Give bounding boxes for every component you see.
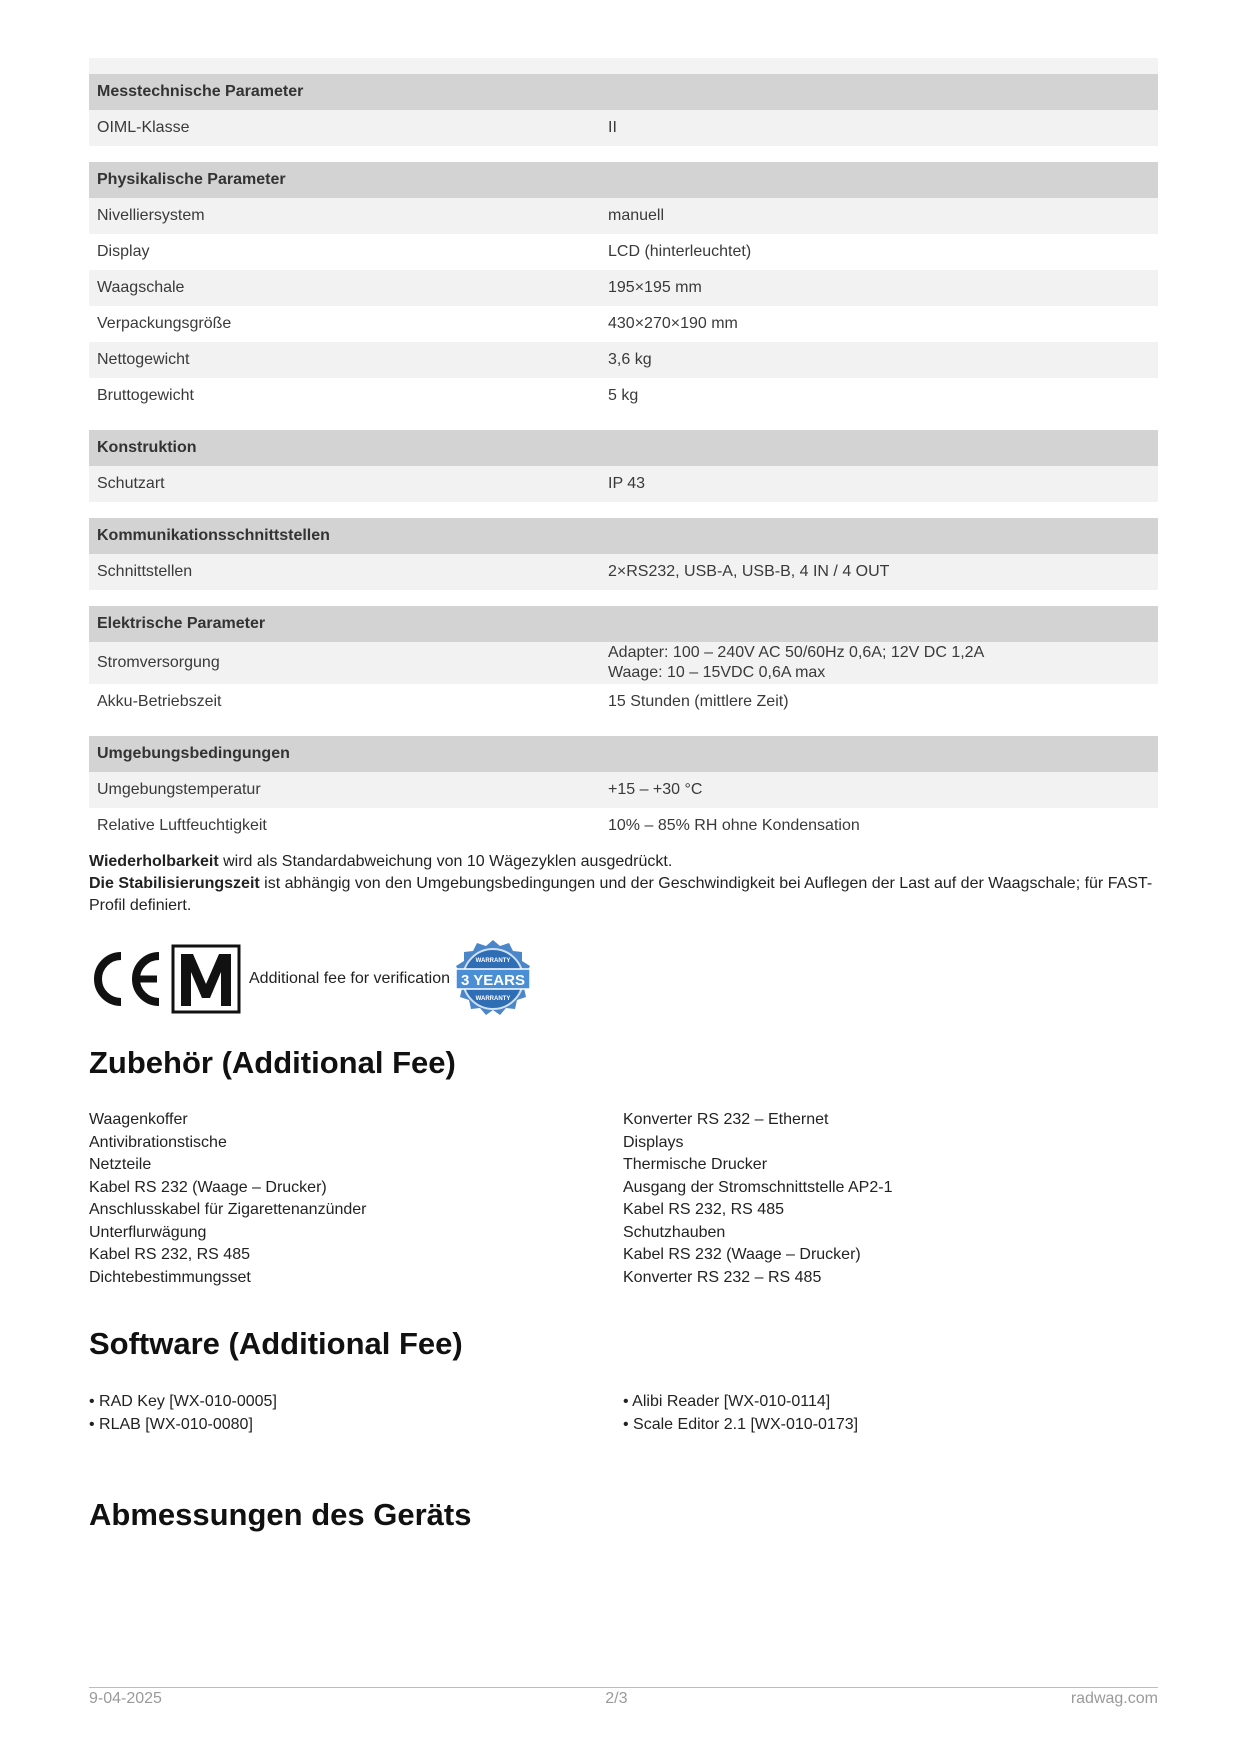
spec-label: Schnittstellen xyxy=(97,563,193,580)
list-item: • RLAB [WX-010-0080] xyxy=(89,1415,253,1433)
list-item: Unterflurwägung xyxy=(89,1223,207,1241)
spec-value-line: Adapter: 100 – 240V AC 50/60Hz 0,6A; 12V DC 1,2A xyxy=(608,644,985,661)
spec-label: Verpackungsgröße xyxy=(97,315,232,332)
spec-value: manuell xyxy=(608,207,665,224)
spec-label: Waagschale xyxy=(97,279,185,296)
section-rows xyxy=(89,198,1158,414)
list-item: Displays xyxy=(623,1133,684,1151)
list-item: • Alibi Reader [WX-010-0114] xyxy=(623,1393,831,1410)
spec-value: +15 – +30 °C xyxy=(608,781,703,798)
software-list xyxy=(89,1391,1158,1436)
spec-section-construction xyxy=(89,430,1158,502)
spec-label: Stromversorgung xyxy=(97,654,220,671)
spec-row xyxy=(89,378,1158,414)
spec-row xyxy=(89,466,1158,502)
section-heading: Umgebungsbedingungen xyxy=(89,736,1158,772)
spec-row xyxy=(89,554,1158,590)
list-item: Kabel RS 232 (Waage – Drucker) xyxy=(89,1178,327,1196)
footer-date: 9-04-2025 xyxy=(89,1690,162,1707)
list-item: Netzteile xyxy=(89,1156,152,1173)
spec-label: Display xyxy=(97,243,150,260)
software-right-column xyxy=(623,1391,1157,1436)
list-item: Dichtebestimmungsset xyxy=(89,1268,251,1286)
spec-label: Nettogewicht xyxy=(97,351,190,368)
spec-row xyxy=(89,342,1158,378)
spec-value: IP 43 xyxy=(608,475,646,492)
spec-value: 195×195 mm xyxy=(608,279,702,296)
spec-label: Bruttogewicht xyxy=(97,387,194,404)
spec-row xyxy=(89,234,1158,270)
spec-row xyxy=(89,772,1158,808)
footer-website: radwag.com xyxy=(1070,1690,1158,1707)
spec-section-metrology xyxy=(89,58,1158,146)
spec-label: Nivelliersystem xyxy=(97,207,205,224)
spec-table xyxy=(89,58,1158,860)
section-rows xyxy=(89,772,1158,844)
section-heading: Kommunikationsschnittstellen xyxy=(89,518,1158,554)
software-left-column xyxy=(89,1391,623,1436)
note-text: ist abhängig von den Umgebungsbedingungen und der Geschwindigkeit bei Auflegen der Last auf der Waagschale; für FAST-Profil definiert. xyxy=(89,875,1153,914)
list-item: Waagenkoffer xyxy=(89,1111,188,1128)
list-item: Kabel RS 232, RS 485 xyxy=(623,1201,784,1218)
spec-row xyxy=(89,642,1158,684)
ce-mark-icon xyxy=(89,948,165,1010)
spec-value: 10% – 85% RH ohne Kondensation xyxy=(608,817,860,834)
section-heading: Konstruktion xyxy=(89,430,1158,466)
section-heading: Messtechnische Parameter xyxy=(89,74,1158,110)
accessories-heading: Zubehör (Additional Fee) xyxy=(89,1045,456,1080)
list-item: • RAD Key [WX-010-0005] xyxy=(89,1393,277,1410)
spec-row xyxy=(89,198,1158,234)
section-heading: Elektrische Parameter xyxy=(89,606,1158,642)
list-item: Thermische Drucker xyxy=(623,1156,768,1173)
note-text: wird als Standardabweichung von 10 Wägezyklen ausgedrückt. xyxy=(218,853,673,870)
note-stabilization xyxy=(89,873,1158,917)
note-term: Die Stabilisierungszeit xyxy=(89,875,260,892)
spec-value: LCD (hinterleuchtet) xyxy=(608,243,752,260)
spec-label: Schutzart xyxy=(97,475,165,492)
list-item: Ausgang der Stromschnittstelle AP2-1 xyxy=(623,1178,893,1196)
section-heading: Physikalische Parameter xyxy=(89,162,1158,198)
spec-section-physical xyxy=(89,162,1158,414)
spec-value xyxy=(608,643,1158,683)
list-item: Antivibrationstische xyxy=(89,1133,227,1151)
section-rows xyxy=(89,642,1158,720)
accessories-list xyxy=(89,1109,1158,1289)
spec-row xyxy=(89,110,1158,146)
spec-label: OIML-Klasse xyxy=(97,119,190,136)
spec-value: 430×270×190 mm xyxy=(608,315,738,332)
spec-value: II xyxy=(608,119,617,136)
spec-value-line: Waage: 10 – 15VDC 0,6A max xyxy=(608,664,826,681)
spec-section-electrical xyxy=(89,606,1158,720)
software-heading: Software (Additional Fee) xyxy=(89,1326,463,1361)
spec-label: Relative Luftfeuchtigkeit xyxy=(97,817,267,834)
dimensions-heading: Abmessungen des Geräts xyxy=(89,1497,472,1532)
spec-value: 15 Stunden (mittlere Zeit) xyxy=(608,693,789,710)
note-term: Wiederholbarkeit xyxy=(89,853,219,870)
list-item: Konverter RS 232 – RS 485 xyxy=(623,1268,822,1286)
spec-row xyxy=(89,808,1158,844)
warranty-bottom-text: WARRANTY xyxy=(475,996,511,1002)
spec-label: Umgebungstemperatur xyxy=(97,781,261,798)
warranty-badge-icon xyxy=(452,938,534,1020)
spec-row xyxy=(89,270,1158,306)
spec-section-communication xyxy=(89,518,1158,590)
list-item: • Scale Editor 2.1 [WX-010-0173] xyxy=(623,1415,859,1433)
footer-page-number: 2/3 xyxy=(605,1690,628,1707)
verification-fee-text: Additional fee for verification xyxy=(249,970,450,987)
accessories-right-column xyxy=(623,1109,1157,1289)
accessories-left-column xyxy=(89,1109,623,1289)
spec-row xyxy=(89,306,1158,342)
list-item: Kabel RS 232, RS 485 xyxy=(89,1246,250,1263)
spec-section-environment xyxy=(89,736,1158,844)
section-rows xyxy=(89,554,1158,590)
spec-value: 3,6 kg xyxy=(608,351,652,368)
spec-value: 5 kg xyxy=(608,387,639,404)
list-item: Kabel RS 232 (Waage – Drucker) xyxy=(623,1246,861,1263)
section-rows xyxy=(89,466,1158,502)
spec-row xyxy=(89,684,1158,720)
certification-row xyxy=(89,940,534,1018)
section-rows xyxy=(89,110,1158,146)
spec-label: Akku-Betriebszeit xyxy=(97,693,222,710)
warranty-years-text: 3 YEARS xyxy=(461,972,525,989)
metrology-m-icon xyxy=(171,944,241,1014)
list-item: Schutzhauben xyxy=(623,1223,726,1241)
note-repeatability xyxy=(89,851,1158,873)
warranty-top-text: WARRANTY xyxy=(475,958,511,964)
page-footer xyxy=(89,1687,1158,1708)
list-item: Anschlusskabel für Zigarettenanzünder xyxy=(89,1201,367,1218)
footnotes xyxy=(89,851,1158,917)
list-item: Konverter RS 232 – Ethernet xyxy=(623,1111,829,1128)
footer-row xyxy=(89,1688,1158,1708)
spec-value: 2×RS232, USB-A, USB-B, 4 IN / 4 OUT xyxy=(608,563,890,580)
